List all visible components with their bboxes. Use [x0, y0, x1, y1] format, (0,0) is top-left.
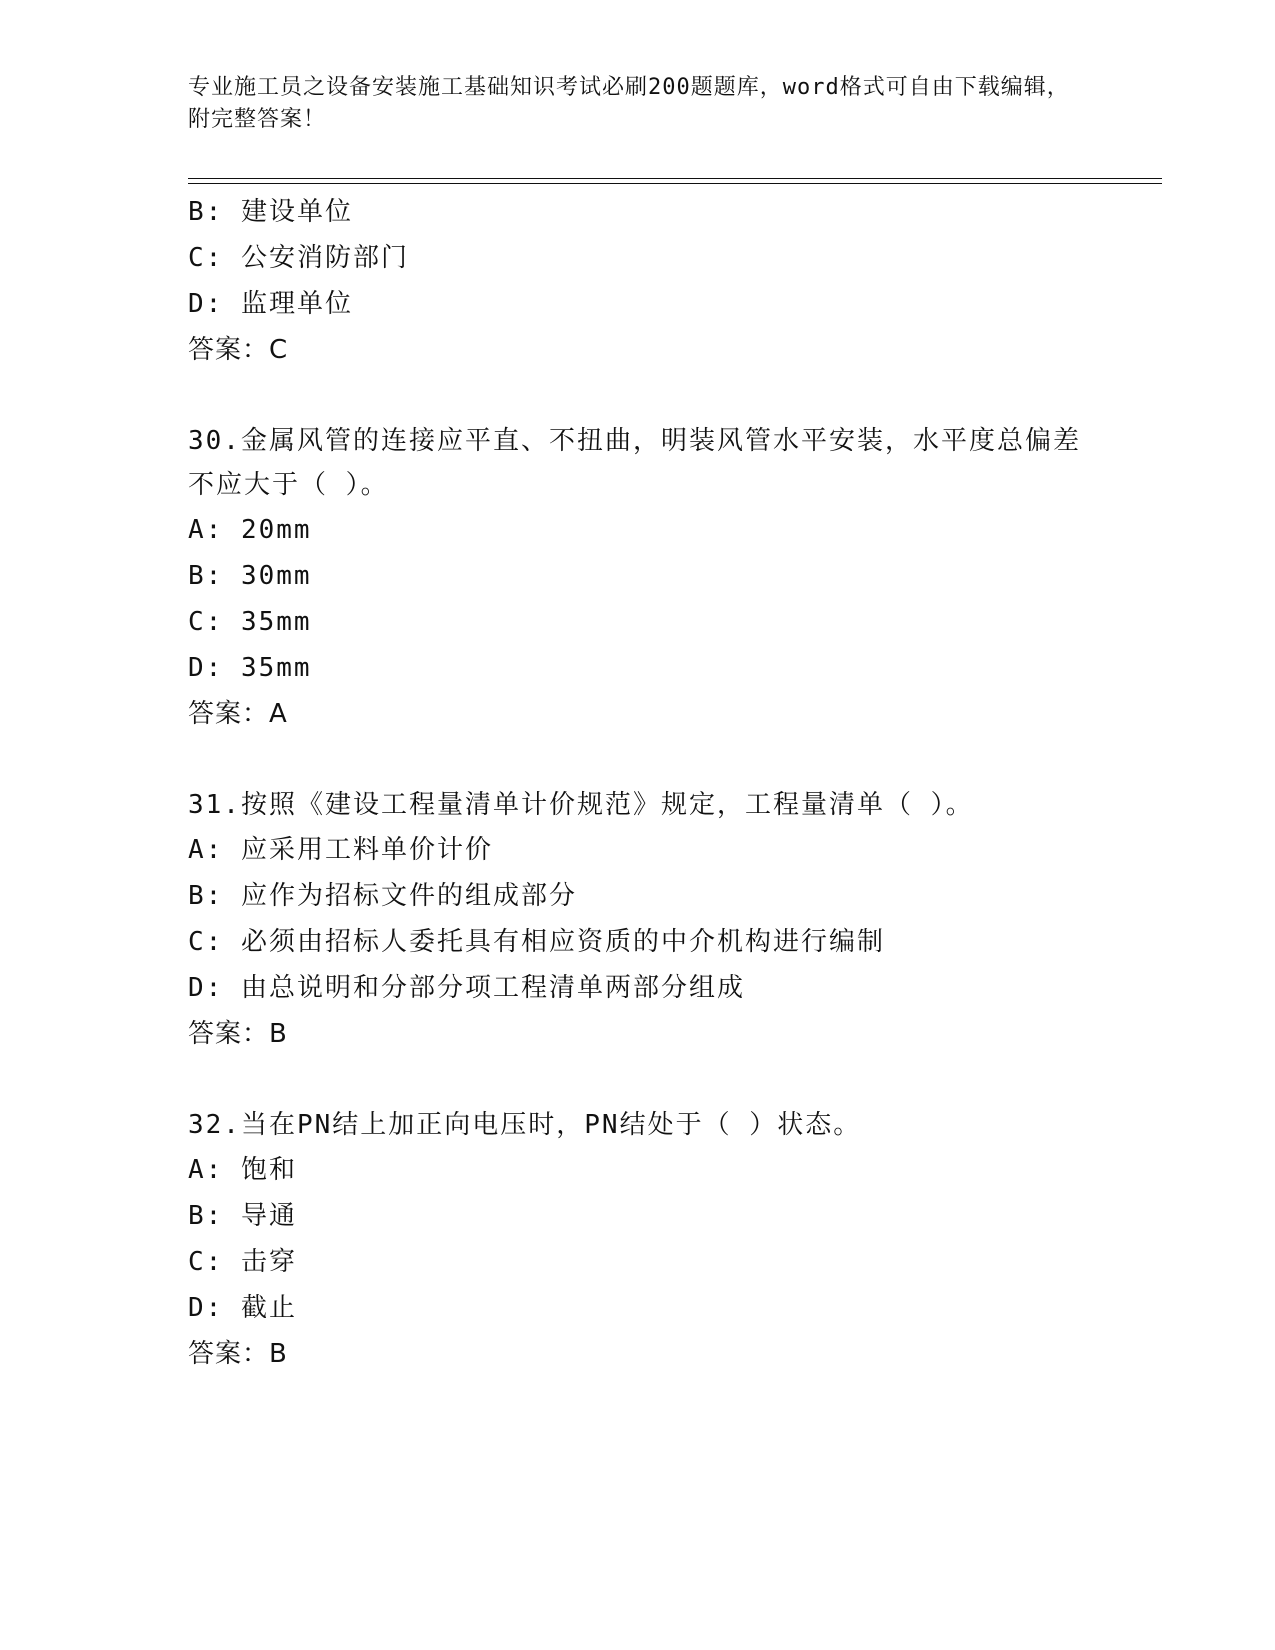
- option-a: A: 应采用工料单价计价: [188, 835, 493, 865]
- header-divider-top: [188, 178, 1162, 179]
- question-32: [188, 1103, 1148, 1377]
- answer-line: 答案：B: [188, 1339, 288, 1369]
- question-stem: 30.金属风管的连接应平直、不扭曲，明装风管水平安装，水平度总偏差不应大于（ ）。: [188, 426, 1081, 500]
- question-stem: 31.按照《建设工程量清单计价规范》规定，工程量清单（ ）。: [188, 790, 974, 820]
- answer-line: 答案：C: [188, 335, 289, 365]
- question-list: [188, 189, 1148, 1377]
- option-d: D: 监理单位: [188, 289, 353, 319]
- question-31: [188, 783, 1148, 1057]
- option-b: B: 应作为招标文件的组成部分: [188, 881, 577, 911]
- option-d: D: 35mm: [188, 653, 312, 683]
- option-a: A: 饱和: [188, 1155, 297, 1185]
- option-c: C: 公安消防部门: [188, 243, 409, 273]
- option-b: B: 30mm: [188, 561, 312, 591]
- header-divider-bottom: [188, 183, 1162, 184]
- option-c: C: 必须由招标人委托具有相应资质的中介机构进行编制: [188, 927, 885, 957]
- option-c: C: 击穿: [188, 1247, 297, 1277]
- option-d: D: 由总说明和分部分项工程清单两部分组成: [188, 973, 745, 1003]
- option-b: B: 建设单位: [188, 197, 353, 227]
- option-b: B: 导通: [188, 1201, 297, 1231]
- question-30: [188, 419, 1148, 737]
- option-a: A: 20mm: [188, 515, 312, 545]
- answer-line: 答案：B: [188, 1019, 288, 1049]
- option-c: C: 35mm: [188, 607, 312, 637]
- question-29-tail: [188, 189, 1148, 373]
- document-header: 专业施工员之设备安装施工基础知识考试必刷200题题库，word格式可自由下载编辑，附完整答案！: [188, 75, 1070, 132]
- option-d: D: 截止: [188, 1293, 297, 1323]
- answer-line: 答案：A: [188, 699, 288, 729]
- question-stem: 32.当在PN结上加正向电压时，PN结处于（ ）状态。: [188, 1110, 862, 1140]
